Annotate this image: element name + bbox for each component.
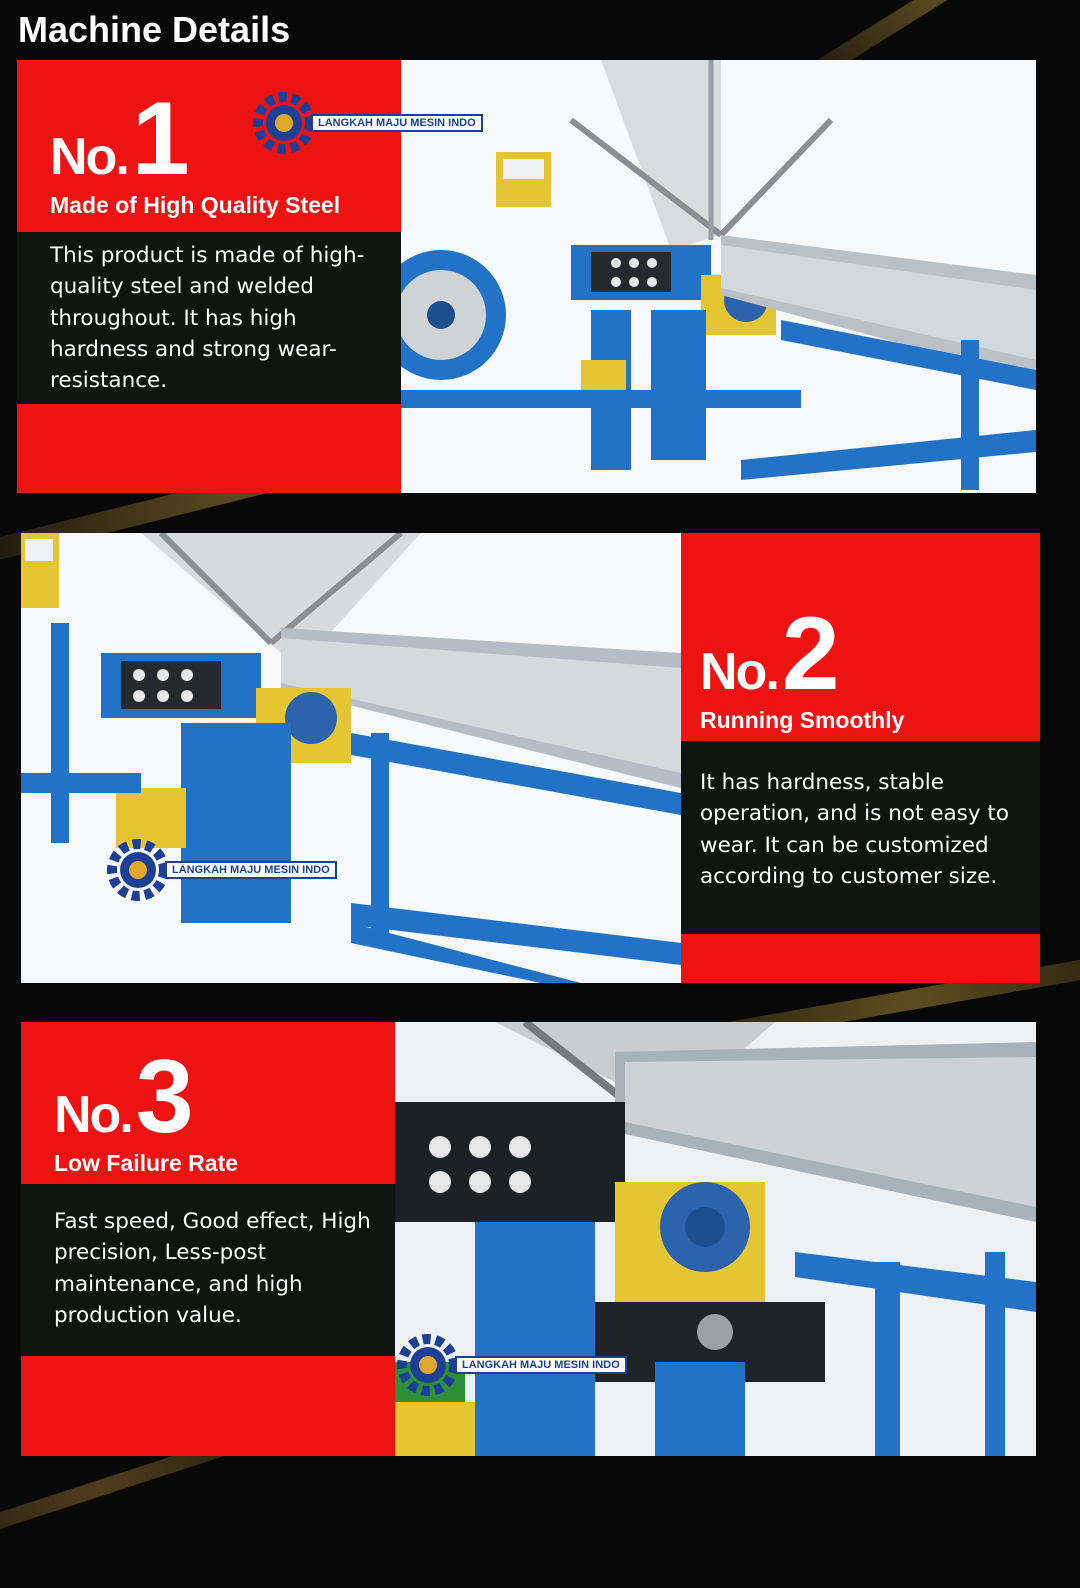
feature-card-2	[21, 533, 1040, 983]
feature-title: Made of High Quality Steel	[50, 192, 341, 218]
feature-panel	[21, 1022, 395, 1456]
machine-photo	[21, 533, 681, 983]
brand-watermark	[253, 92, 483, 154]
feature-description-box	[17, 232, 401, 404]
feature-number: 2	[781, 596, 840, 712]
feature-description: This product is made of high-quality steel and welded throughout. It has high hardness and strong wear-resistance.	[50, 243, 365, 394]
feature-description-box	[21, 1184, 395, 1356]
gear-logo-icon	[253, 92, 315, 154]
feature-card-1	[17, 60, 1036, 493]
feature-description: It has hardness, stable operation, and is not easy to wear. It can be customized according to customer size.	[700, 770, 1009, 889]
brand-watermark	[397, 1334, 627, 1396]
feature-description-box	[681, 741, 1040, 934]
feature-card-3	[21, 1022, 1036, 1456]
feature-panel	[681, 533, 1040, 983]
gear-logo-icon	[107, 839, 169, 901]
number-prefix: No.	[700, 643, 778, 701]
page-title: Machine Details	[18, 9, 291, 50]
watermark-text: LANGKAH MAJU MESIN INDO	[165, 861, 337, 879]
gear-logo-icon	[397, 1334, 459, 1396]
feature-number: 3	[135, 1039, 194, 1155]
brand-watermark	[107, 839, 337, 901]
number-prefix: No.	[50, 128, 128, 186]
feature-title: Running Smoothly	[700, 707, 905, 733]
watermark-text: LANGKAH MAJU MESIN INDO	[311, 114, 483, 132]
feature-description: Fast speed, Good effect, High precision, Less-post maintenance, and high production value.	[54, 1209, 371, 1328]
feature-title: Low Failure Rate	[54, 1150, 239, 1176]
feature-heading	[54, 1039, 239, 1177]
feature-heading	[700, 596, 905, 734]
number-prefix: No.	[54, 1086, 132, 1144]
feature-number: 1	[131, 81, 190, 197]
watermark-text: LANGKAH MAJU MESIN INDO	[455, 1356, 627, 1374]
machine-photo	[401, 60, 1036, 493]
